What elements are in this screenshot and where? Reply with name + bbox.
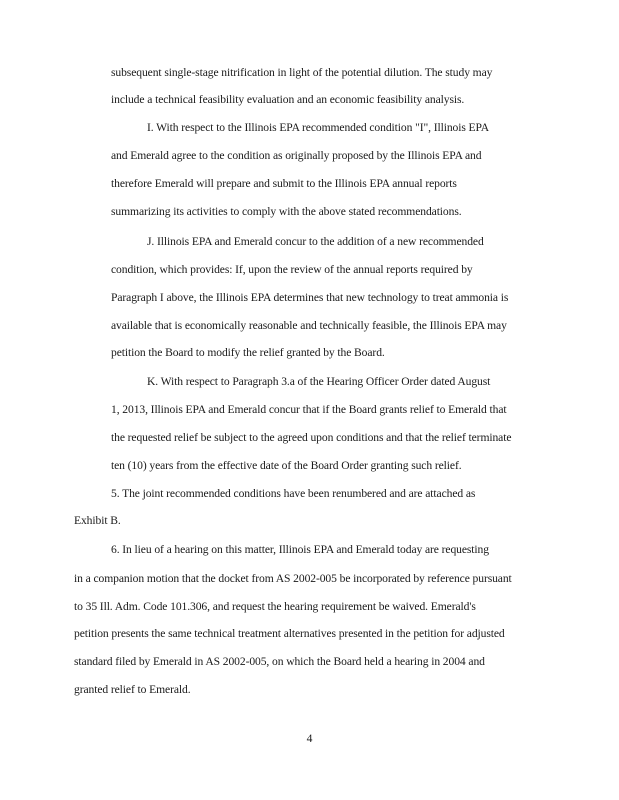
text-line: petition presents the same technical treatment alternatives presented in the petition for adjusted: [74, 627, 505, 640]
text-line: condition, which provides: If, upon the review of the annual reports required by: [111, 263, 473, 276]
text-line: Paragraph I above, the Illinois EPA determines that new technology to treat ammonia is: [111, 291, 509, 304]
text-line: therefore Emerald will prepare and submit to the Illinois EPA annual reports: [111, 177, 457, 190]
text-line: petition the Board to modify the relief granted by the Board.: [111, 346, 385, 359]
text-line: summarizing its activities to comply with the above stated recommendations.: [111, 205, 462, 218]
text-line: 1, 2013, Illinois EPA and Emerald concur that if the Board grants relief to Emerald that: [111, 403, 507, 416]
text-line: granted relief to Emerald.: [74, 683, 191, 696]
text-line: the requested relief be subject to the agreed upon conditions and that the relief terminate: [111, 431, 512, 444]
text-line: J. Illinois EPA and Emerald concur to the addition of a new recommended: [147, 235, 484, 248]
text-line: 5. The joint recommended conditions have been renumbered and are attached as: [111, 487, 476, 500]
text-line: K. With respect to Paragraph 3.a of the Hearing Officer Order dated August: [147, 375, 491, 388]
text-line: to 35 Ill. Adm. Code 101.306, and request the hearing requirement be waived. Emerald's: [74, 600, 476, 613]
text-line: available that is economically reasonable and technically feasible, the Illinois EPA may: [111, 319, 507, 332]
text-line: ten (10) years from the effective date of the Board Order granting such relief.: [111, 459, 462, 472]
text-line: 6. In lieu of a hearing on this matter, Illinois EPA and Emerald today are requesting: [111, 543, 489, 556]
page-number: 4: [306, 732, 313, 745]
text-line: Exhibit B.: [74, 514, 121, 527]
text-line: standard filed by Emerald in AS 2002-005, on which the Board held a hearing in 2004 and: [74, 655, 485, 668]
text-line: subsequent single-stage nitrification in light of the potential dilution. The study may: [111, 66, 493, 79]
text-line: I. With respect to the Illinois EPA recommended condition "I", Illinois EPA: [147, 121, 490, 134]
text-line: in a companion motion that the docket from AS 2002-005 be incorporated by reference pursuant: [74, 572, 512, 585]
text-line: include a technical feasibility evaluation and an economic feasibility analysis.: [111, 93, 465, 106]
text-line: and Emerald agree to the condition as originally proposed by the Illinois EPA and: [111, 149, 482, 162]
